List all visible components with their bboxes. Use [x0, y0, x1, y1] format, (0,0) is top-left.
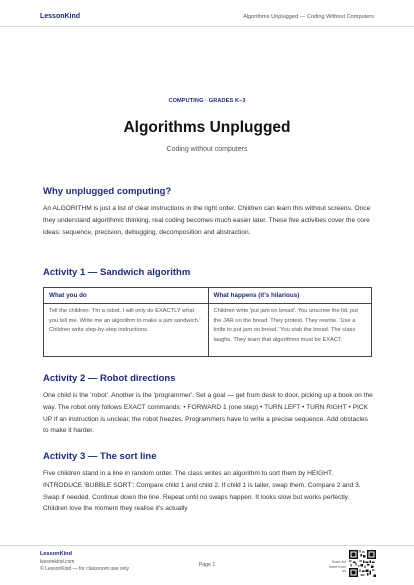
footer-brand: LessonKind — [40, 551, 73, 557]
activity1-heading: Activity 1 — Sandwich algorithm — [43, 267, 191, 278]
header-brand: LessonKind — [40, 13, 81, 20]
page-subtitle: Coding without computers — [166, 146, 248, 153]
header-doc-title: Algorithms Unplugged — Coding Without Computers — [243, 14, 374, 20]
activity1-col-what-you-do — [44, 288, 208, 356]
activity3-heading: Activity 3 — The sort line — [43, 451, 157, 462]
table-body-cell: Children write 'put jam on bread'. You unscrew the lid, put the JAR on the bread. They protest. They rewrite. 'Use a knife to put jam on bread.' You stab the bread. The class laughs. They learn that algorithms must be EXACT. — [213, 308, 358, 343]
footer-site: lessonkind.com — [40, 559, 75, 565]
activity2-paragraph: One child is the 'robot'. Another is the 'programmer'. Set a goal — get from desk to door, picking up a book on the way. The robot only follows EXACT commands: • FORWARD 1 (one step) • TURN LEFT • TURN RIGHT • PICK UP If an instruction is unclear, the robot freezes. Programmers have to write a precise sequence. Add obstacles to make it harder. — [43, 392, 373, 435]
table-header-cell: What happens (it's hilarious) — [209, 288, 372, 304]
activity2-heading: Activity 2 — Robot directions — [43, 373, 176, 384]
table-header-cell: What you do — [44, 288, 208, 304]
subject-eyebrow: COMPUTING · GRADES K–3 — [168, 98, 246, 104]
activity1-table — [43, 287, 372, 357]
why-heading: Why unplugged computing? — [43, 186, 172, 197]
page-header — [0, 0, 414, 27]
footer-copyright: © LessonKind — for classroom use only — [40, 566, 130, 572]
why-paragraph: An ALGORITHM is just a list of clear instructions in the right order. Children can learn this without screens. Once they understand algorithmic thinking, real coding becomes much easier later. These five activities cover the core ideas: sequence, precision, debugging, decomposition and abstraction. — [43, 205, 371, 236]
page-number: Page 1 — [198, 562, 216, 568]
activity1-col-what-happens — [208, 288, 372, 356]
activity3-paragraph: Five children stand in a line in random order. The class writes an algorithm to sort them by HEIGHT. INTRODUCE 'BUBBLE SORT': Compare child 1 and child 2. If child 1 is taller, swap them. Compare 2 and 3. Swap if needed. Continue down the line. Repeat until no swaps happen. It looks slow but works perfectly. Children love the moment they realise it's actually — [43, 470, 361, 513]
qr-code-icon — [349, 550, 376, 577]
page-title: Algorithms Unplugged — [123, 119, 291, 136]
qr-caption: Scan for more from us — [328, 560, 346, 574]
page-footer — [0, 545, 414, 585]
table-body-cell: Tell the children: 'I'm a robot. I will only do EXACTLY what you tell me. Write me an algorithm to make a jam sandwich.' Children write step-by-step instructions. — [49, 308, 201, 333]
